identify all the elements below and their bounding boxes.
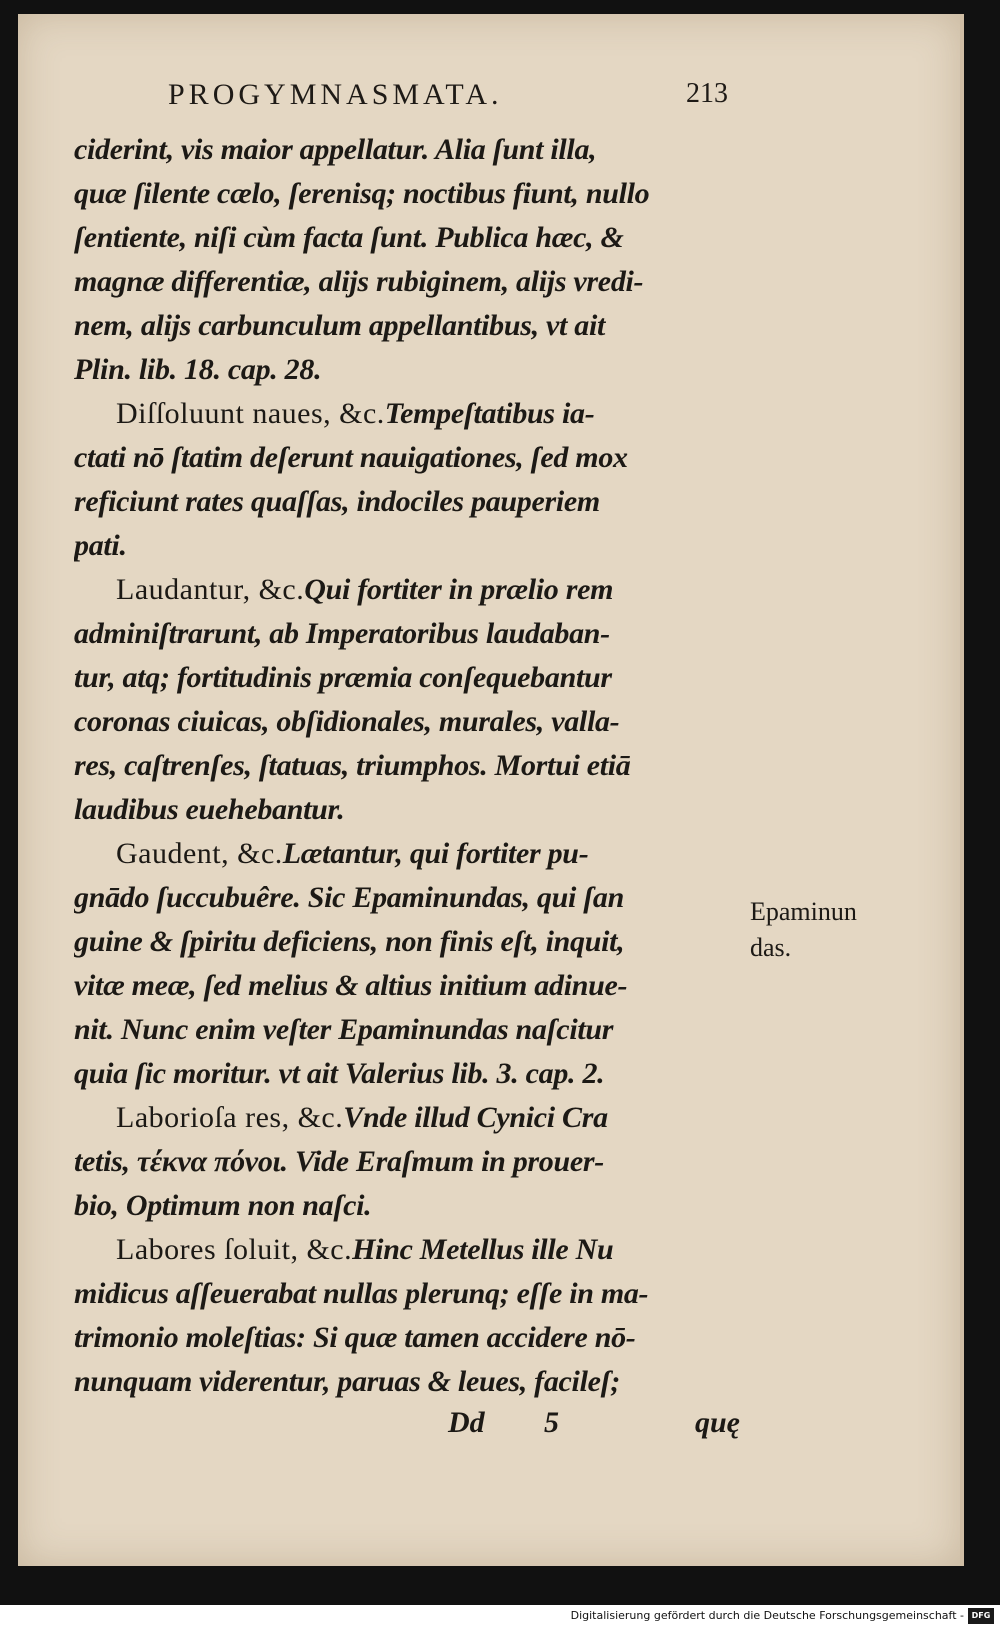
commentary-italic: nem, alijs carbunculum appellantibus, vt ait: [74, 309, 606, 342]
commentary-italic: bio, Optimum non naſci.: [74, 1189, 372, 1222]
commentary-italic: laudibus euehebantur.: [74, 793, 345, 826]
commentary-italic: tetis, τέκνα πόνοι. Vide Eraſmum in prouer-: [74, 1145, 604, 1178]
page-number: 213: [686, 78, 728, 109]
lemma-roman: Diſſoluunt naues, &c.: [116, 397, 385, 430]
commentary-italic: magnæ differentiæ, alijs rubiginem, alijs vredi-: [74, 265, 644, 298]
commentary-italic: guine & ſpiritu deficiens, non finis eſt, inquit,: [74, 925, 625, 958]
text-line: [74, 304, 740, 348]
text-line: [74, 876, 740, 920]
commentary-italic: adminiſtrarunt, ab Imperatoribus laudaban-: [74, 617, 610, 650]
catchword: quę: [695, 1406, 740, 1439]
commentary-italic: quia ſic moritur. vt ait Valerius lib. 3. cap. 2.: [74, 1057, 605, 1090]
commentary-italic: nunquam viderentur, paruas & leues, facileſ;: [74, 1365, 621, 1398]
commentary-italic: ſentiente, niſi cùm facta ſunt. Publica hæc, &: [74, 221, 624, 254]
commentary-italic: Hinc Metellus ille Nu: [352, 1233, 614, 1266]
commentary-italic: Lætantur, qui fortiter pu-: [282, 837, 589, 870]
book-page: [18, 14, 964, 1566]
text-line: [74, 480, 740, 524]
text-line: [74, 260, 740, 304]
commentary-italic: trimonio moleſtias: Si quæ tamen accidere nō-: [74, 1321, 636, 1354]
text-line: [74, 524, 740, 568]
footer-bar: [0, 1605, 1000, 1629]
text-line: [74, 1272, 740, 1316]
commentary-italic: Tempeſtatibus ia-: [384, 397, 595, 430]
commentary-italic: quæ ſilente cælo, ſerenisq; noctibus fiunt, nullo: [74, 177, 650, 210]
text-line: [74, 1052, 740, 1096]
running-head: [168, 78, 728, 118]
lemma-roman: Laborioſa res, &c.: [116, 1101, 344, 1134]
commentary-italic: ciderint, vis maior appellatur. Alia ſunt illa,: [74, 133, 597, 166]
commentary-italic: gnādo ſuccubuêre. Sic Epaminundas, qui ſan: [74, 881, 625, 914]
text-line: [74, 568, 740, 612]
commentary-italic: res, caſtrenſes, ſtatuas, triumphos. Mortui etiā: [74, 749, 631, 782]
text-line: [74, 788, 740, 832]
text-line: [74, 1140, 740, 1184]
funding-credit: Digitalisierung gefördert durch die Deutsche Forschungsgemeinschaft -: [570, 1609, 964, 1622]
text-line: [74, 172, 740, 216]
commentary-italic: tur, atq; fortitudinis præmia conſequebantur: [74, 661, 612, 694]
text-line: [74, 1008, 740, 1052]
text-line: [74, 1316, 740, 1360]
commentary-italic: Vnde illud Cynici Cra: [343, 1101, 608, 1134]
text-line: [74, 436, 740, 480]
text-line: [74, 392, 740, 436]
commentary-italic: coronas ciuicas, obſidionales, murales, valla-: [74, 705, 620, 738]
lemma-roman: Gaudent, &c.: [116, 837, 283, 870]
margin-note: [750, 894, 900, 966]
lemma-roman: Laudantur, &c.: [116, 573, 305, 606]
signature-mark: Dd: [448, 1406, 485, 1439]
margin-note-line: das.: [750, 933, 792, 962]
commentary-italic: Qui fortiter in prælio rem: [304, 573, 614, 606]
text-line: [74, 700, 740, 744]
text-line: [74, 128, 740, 172]
signature-number: 5: [544, 1406, 559, 1439]
text-line: [74, 1096, 740, 1140]
margin-note-line: Epaminun: [750, 897, 857, 926]
text-line: [74, 744, 740, 788]
commentary-italic: midicus aſſeuerabat nullas plerunq; eſſe in ma-: [74, 1277, 649, 1310]
text-line: [74, 216, 740, 260]
text-line: [74, 612, 740, 656]
text-line: [74, 920, 740, 964]
text-line: [74, 1184, 740, 1228]
text-line: [74, 964, 740, 1008]
text-line: [74, 348, 740, 392]
lemma-roman: Labores ſoluit, &c.: [116, 1233, 353, 1266]
commentary-italic: reficiunt rates quaſſas, indociles pauperiem: [74, 485, 600, 518]
commentary-italic: ctati nō ſtatim deſerunt nauigationes, ſed mox: [74, 441, 628, 474]
commentary-italic: Plin. lib. 18. cap. 28.: [74, 353, 322, 386]
commentary-italic: vitæ meæ, ſed melius & altius initium adinue-: [74, 969, 628, 1002]
commentary-italic: pati.: [74, 529, 127, 562]
text-line: [74, 1360, 740, 1404]
text-line: [74, 656, 740, 700]
commentary-italic: nit. Nunc enim veſter Epaminundas naſcitur: [74, 1013, 614, 1046]
text-line: [74, 832, 740, 876]
text-line: [74, 1228, 740, 1272]
main-text-block: [74, 128, 740, 1404]
dfg-logo: DFG: [968, 1608, 994, 1624]
catch-line: [74, 1406, 740, 1450]
running-title: PROGYMNASMATA.: [168, 78, 503, 111]
